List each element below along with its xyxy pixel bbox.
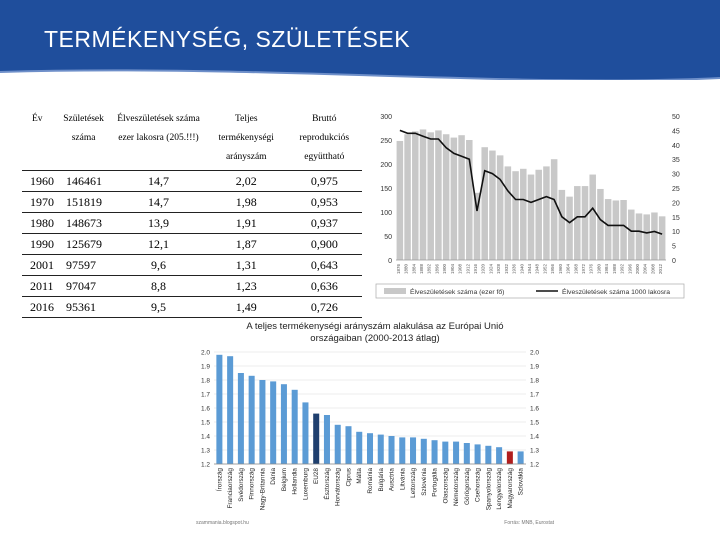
x-tick-label: 1972 [581,264,586,275]
x-tick-label: EU28 [313,468,321,484]
source-left: szammania.blogspot.hu [196,520,249,526]
table-row [22,297,362,318]
table-cell: 146461 [56,171,111,192]
x-tick-label: 1944 [527,264,532,275]
table-cell: 1,23 [206,276,287,297]
table-cell: 2001 [22,255,56,276]
bar-Szlovákia [518,451,524,464]
x-tick-label: Írország [216,468,224,492]
table-cell: 8,8 [111,276,206,297]
table-body [22,171,362,318]
table-cell: 148673 [56,213,111,234]
bar-births-1992 [620,200,627,260]
table-cell: 9,6 [111,255,206,276]
y-tick-label-right: 1.5 [530,419,540,427]
header-grr: Bruttó reprodukciós együttható [299,114,350,162]
table-cell: 2011 [22,276,56,297]
x-tick-label: 1976 [588,264,594,275]
y-left-tick-label: 150 [380,186,392,193]
table-cell: 95361 [56,297,111,318]
bar-Málta [356,432,362,464]
x-tick-label: 1952 [542,264,548,275]
bar-births-1884 [412,131,419,260]
bar-births-1948 [535,170,542,260]
y-left-tick-label: 250 [380,138,392,145]
x-tick-label: 2004 [642,264,648,275]
table-cell: 97597 [56,255,111,276]
x-tick-label: 1964 [565,264,571,275]
x-tick-label: 1936 [511,264,517,275]
y-right-tick-label: 10 [672,229,680,237]
x-tick-label: Ausztria [388,468,396,492]
legend-swatch-bars [384,288,406,294]
x-tick-label: 1880 [403,264,409,275]
x-tick-label: Szlovákia [517,468,525,496]
y-left-tick-label: 0 [388,258,392,265]
y-tick-label: 1.5 [200,419,210,427]
bar-births-1928 [497,155,504,260]
x-tick-label: 1956 [550,264,556,275]
bar-births-2004 [643,214,650,260]
x-tick-label: 1900 [442,264,448,275]
header-birth-rate: Élveszületések száma ezer lakosra (205.!!!) [117,114,200,143]
y-tick-label-right: 1.6 [530,405,540,413]
bar-births-1908 [458,135,465,260]
x-tick-label: 1960 [557,264,563,275]
bar-births-1980 [597,189,604,260]
table-cell: 1980 [22,213,56,234]
table-cell: 97047 [56,276,111,297]
x-tick-label: 1884 [411,264,417,275]
x-tick-label: Nagy-Britannia [259,468,267,511]
table-row [22,255,362,276]
chart-title-line-2: országaiban (2000-2013 átlag) [310,333,440,344]
legend-label-line: Élveszületések száma 1000 lakosra [562,289,671,296]
x-tick-label: Olaszország [442,468,450,504]
x-tick-label: 1980 [596,264,602,275]
x-tick-label: 1932 [503,264,509,275]
bar-births-1988 [613,200,620,260]
eu-fertility-chart [190,318,560,530]
table-cell: 14,7 [111,192,206,213]
x-tick-label: Románia [367,468,374,494]
x-tick-label: 1892 [426,264,432,275]
x-tick-label: 1908 [457,264,463,275]
x-tick-label: Horvátország [334,468,342,507]
x-tick-label: Bulgária [377,468,385,492]
bar-Románia [367,433,373,464]
y-tick-label-right: 2.0 [530,349,540,357]
x-tick-label: Hollandia [291,468,299,495]
y-tick-label: 1.8 [200,377,210,385]
x-tick-label: Finnország [248,468,256,500]
x-tick-label: 2008 [650,264,656,275]
y-right-tick-label: 0 [672,258,676,265]
bar-Bulgária [378,435,384,464]
table-cell: 0,937 [287,213,362,234]
y-tick-label: 1.4 [200,433,210,441]
x-tick-label: Luxemburg [302,468,310,500]
y-tick-label: 1.3 [200,447,210,455]
y-right-tick-label: 15 [672,214,680,222]
y-right-tick-label: 30 [672,171,680,179]
x-tick-label: Málta [356,468,364,484]
title-banner [0,0,720,80]
table-row [22,213,362,234]
bar-births-1904 [451,138,458,260]
bar-Lettország [410,437,416,464]
table-cell: 1,31 [206,255,287,276]
x-tick-label: Görögország [463,468,471,505]
table-cell: 0,900 [287,234,362,255]
table-cell: 0,636 [287,276,362,297]
bar-Ciprus [345,426,351,464]
table-cell: 13,9 [111,213,206,234]
bar-births-1996 [628,210,635,260]
header-births: Születések száma [63,114,104,143]
x-tick-label: Csehország [474,468,482,503]
x-tick-label: 1948 [534,264,540,275]
table-cell: 1,87 [206,234,287,255]
bar-Görögország [464,443,470,464]
bar-births-1956 [551,159,558,260]
bar-births-1984 [605,199,612,260]
bar-Svédország [238,373,244,464]
y-right-tick-label: 35 [672,157,680,165]
y-tick-label-right: 1.2 [530,461,540,469]
table-cell: 1990 [22,234,56,255]
bar-births-1952 [543,166,550,260]
y-right-tick-label: 40 [672,142,680,150]
bar-Hollandia [292,390,298,464]
y-tick-label: 1.7 [200,391,210,399]
x-tick-label: 1996 [627,264,633,275]
table-row [22,192,362,213]
x-tick-label: Belgium [280,468,288,492]
y-right-tick-label: 20 [672,200,680,208]
bar-Spanyolország [485,446,491,464]
x-tick-label: Spanyolország [485,468,493,511]
y-left-tick-label: 100 [380,210,392,217]
bar-Belgium [281,384,287,464]
bar-Horvátország [335,425,341,464]
table-cell: 2,02 [206,171,287,192]
x-tick-label: 1992 [619,264,625,275]
historical-births-chart [370,108,692,302]
bar-births-1888 [420,129,427,260]
bar-births-1892 [427,132,434,260]
table-header-row [22,108,362,171]
bar-Csehország [475,444,481,464]
x-tick-label: Portugália [431,468,439,497]
x-tick-label: Magyarország [506,468,514,509]
table-cell: 14,7 [111,171,206,192]
table-row [22,171,362,192]
y-right-tick-label: 45 [672,128,680,136]
bar-births-1968 [574,186,581,260]
table-cell: 2016 [22,297,56,318]
bar-births-2012 [659,216,666,260]
bar-Portugália [432,440,438,464]
x-tick-label: 1924 [488,264,494,275]
x-tick-label: 1940 [519,264,525,275]
bar-births-1940 [520,169,527,260]
x-tick-label: Szlovénia [420,468,428,496]
y-left-tick-label: 200 [380,162,392,169]
bar-Olaszország [442,442,448,464]
bar-Dánia [270,381,276,464]
table-cell: 0,726 [287,297,362,318]
x-tick-label: Dánia [270,468,278,485]
bar-Litvánia [399,437,405,464]
y-tick-label-right: 1.9 [530,363,540,371]
y-right-tick-label: 25 [672,186,680,193]
x-tick-label: Franciaország [227,468,235,509]
x-tick-label: 1928 [496,264,502,275]
bar-births-1960 [559,190,566,260]
bar-Nagy-Britannia [259,380,265,464]
bar-Szlovénia [421,439,427,464]
y-tick-label-right: 1.7 [530,391,540,399]
bar-births-1924 [489,151,496,260]
x-tick-label: Németország [453,468,461,507]
bar-Lengyelország [496,447,502,464]
table-cell: 125679 [56,234,111,255]
y-tick-label: 1.6 [200,405,210,413]
bar-births-1876 [397,141,404,260]
x-tick-label: Svédország [237,468,245,502]
x-tick-label: 1912 [465,264,471,275]
y-tick-label-right: 1.8 [530,377,540,385]
x-tick-label: Ciprus [345,468,353,487]
fertility-table [22,108,362,318]
bar-births-1944 [528,175,535,260]
bar-births-1920 [481,147,488,260]
y-right-tick-label: 50 [672,114,680,121]
x-tick-label: 2000 [635,264,640,275]
bar-Németország [453,442,459,464]
slide-title: TERMÉKENYSÉG, SZÜLETÉSEK [44,26,411,52]
bar-births-1972 [582,186,589,260]
source-right: Forrás: MNB, Eurostat [504,520,554,526]
bar-births-1932 [505,166,512,260]
bar-Észtország [324,415,330,464]
bar-births-1880 [404,134,411,260]
y-tick-label: 2.0 [200,349,210,357]
header-year: Év [32,114,43,124]
bar-births-1936 [512,171,519,260]
y-tick-label-right: 1.4 [530,433,540,441]
bar-births-1964 [566,197,573,260]
x-tick-label: 1968 [573,264,579,275]
table-cell: 1,91 [206,213,287,234]
bar-Magyarország [507,451,513,464]
table-row [22,276,362,297]
x-tick-label: Litvánia [399,468,407,491]
bar-births-1896 [435,130,442,260]
y-tick-label-right: 1.3 [530,447,540,455]
table-row [22,234,362,255]
y-right-tick-label: 5 [672,243,676,251]
table-cell: 0,953 [287,192,362,213]
x-tick-label: 1904 [449,264,455,275]
table-cell: 1,49 [206,297,287,318]
legend-label-bars: Élveszületések száma (ezer fő) [410,289,505,296]
bar-births-1900 [443,134,450,260]
table-cell: 1970 [22,192,56,213]
bar-Luxemburg [302,402,308,464]
table-cell: 0,975 [287,171,362,192]
y-left-tick-label: 50 [384,234,392,241]
bar-EU28 [313,414,319,464]
chart-title-line-1: A teljes termékenységi arányszám alakulása az Európai Unió [246,321,504,332]
table-cell: 1960 [22,171,56,192]
bar-Ausztria [389,436,395,464]
x-tick-label: 1988 [611,264,617,275]
x-tick-label: 1876 [395,264,401,275]
table-cell: 0,643 [287,255,362,276]
table-cell: 151819 [56,192,111,213]
x-tick-label: Lengyelország [496,468,504,510]
table-cell: 12,1 [111,234,206,255]
x-tick-label: 2012 [658,264,664,275]
bar-Franciaország [227,356,233,464]
x-tick-label: 1984 [604,264,610,275]
y-tick-label: 1.9 [200,363,210,371]
header-tfr: Teljes termékenységi arányszám [218,114,274,162]
table-cell: 1,98 [206,192,287,213]
bar-births-2000 [636,213,643,260]
bar-Írország [216,355,222,464]
x-tick-label: 1920 [480,264,486,275]
x-tick-label: 1888 [419,264,424,275]
x-tick-label: Észtország [323,468,331,500]
table-cell: 9,5 [111,297,206,318]
x-tick-label: 1896 [434,264,440,275]
y-tick-label: 1.2 [200,461,210,469]
bar-births-1976 [589,175,596,260]
bar-Finnország [249,376,255,464]
x-tick-label: 1916 [473,264,478,275]
bar-births-2008 [651,212,658,260]
x-tick-label: Lettország [410,468,418,498]
y-left-tick-label: 300 [380,114,392,121]
